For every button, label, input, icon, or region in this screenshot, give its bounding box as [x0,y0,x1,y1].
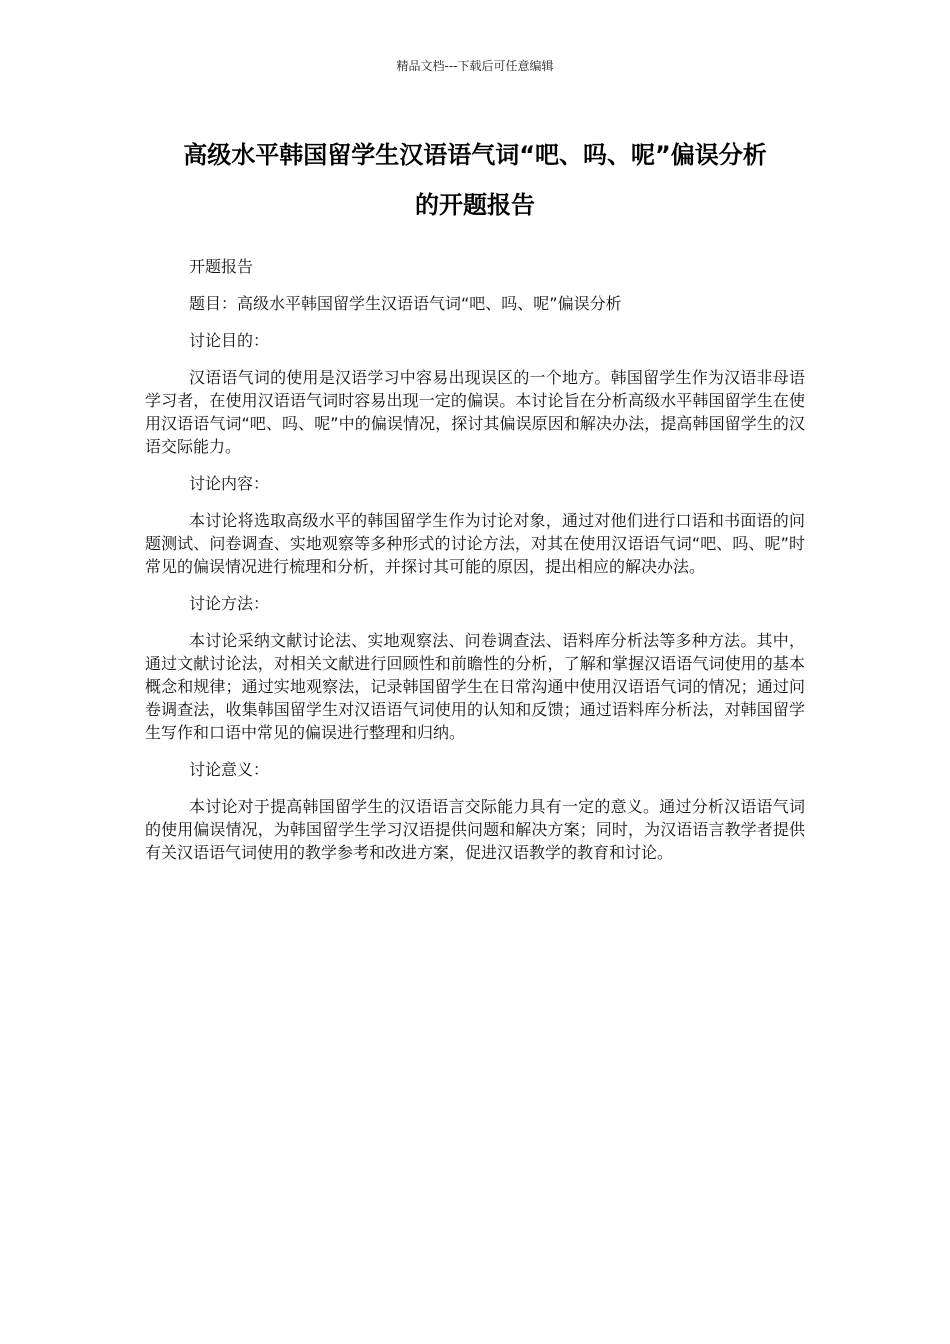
section-heading-content: 讨论内容： [189,474,270,493]
section-text-method: 本讨论采纳文献讨论法、实地观察法、问卷调查法、语料库分析法等多种方法。其中，通过文献讨论法，对相关文献进行回顾性和前瞻性的分析，了解和掌握汉语语气词使用的基本概念和规律；通过实地观察法，记录韩国留学生在日常沟通中使用汉语语气词的情况；通过问卷调查法，收集韩国留学生对汉语语气词使用的认知和反馈；通过语料库分析法，对韩国留学生写作和口语中常见的偏误进行整理和归纳。 [145,631,805,742]
topic-line: 题目：高级水平韩国留学生汉语语气词“吧、吗、呢”偏误分析 [189,294,622,313]
document-title [145,130,805,230]
section-heading-method: 讨论方法： [189,594,270,613]
section-heading-purpose: 讨论目的： [189,331,270,350]
section-heading-significance: 讨论意义： [189,760,270,779]
document-body [145,255,805,878]
title-line-2: 的开题报告 [415,191,535,219]
title-line-1: 高级水平韩国留学生汉语语气词“吧、吗、呢”偏误分析 [183,141,767,169]
section-text-purpose: 汉语语气词的使用是汉语学习中容易出现误区的一个地方。韩国留学生作为汉语非母语学习者，在使用汉语语气词时容易出现一定的偏误。本讨论旨在分析高级水平韩国留学生在使用汉语语气词“吧、吗、呢”中的偏误情况，探讨其偏误原因和解决办法，提高韩国留学生的汉语交际能力。 [145,368,805,456]
section-text-significance: 本讨论对于提高韩国留学生的汉语语言交际能力具有一定的意义。通过分析汉语语气词的使用偏误情况，为韩国留学生学习汉语提供问题和解决方案；同时，为汉语语言教学者提供有关汉语语气词使用的教学参考和改进方案，促进汉语教学的教育和讨论。 [145,797,805,862]
report-label: 开题报告 [189,257,254,276]
section-text-content: 本讨论将选取高级水平的韩国留学生作为讨论对象，通过对他们进行口语和书面语的问题测试、问卷调查、实地观察等多种形式的讨论方法，对其在使用汉语语气词“吧、吗、呢”时常见的偏误情况进行梳理和分析，并探讨其可能的原因，提出相应的解决办法。 [145,511,805,576]
header-note: 精品文档---下载后可任意编辑 [396,59,554,73]
